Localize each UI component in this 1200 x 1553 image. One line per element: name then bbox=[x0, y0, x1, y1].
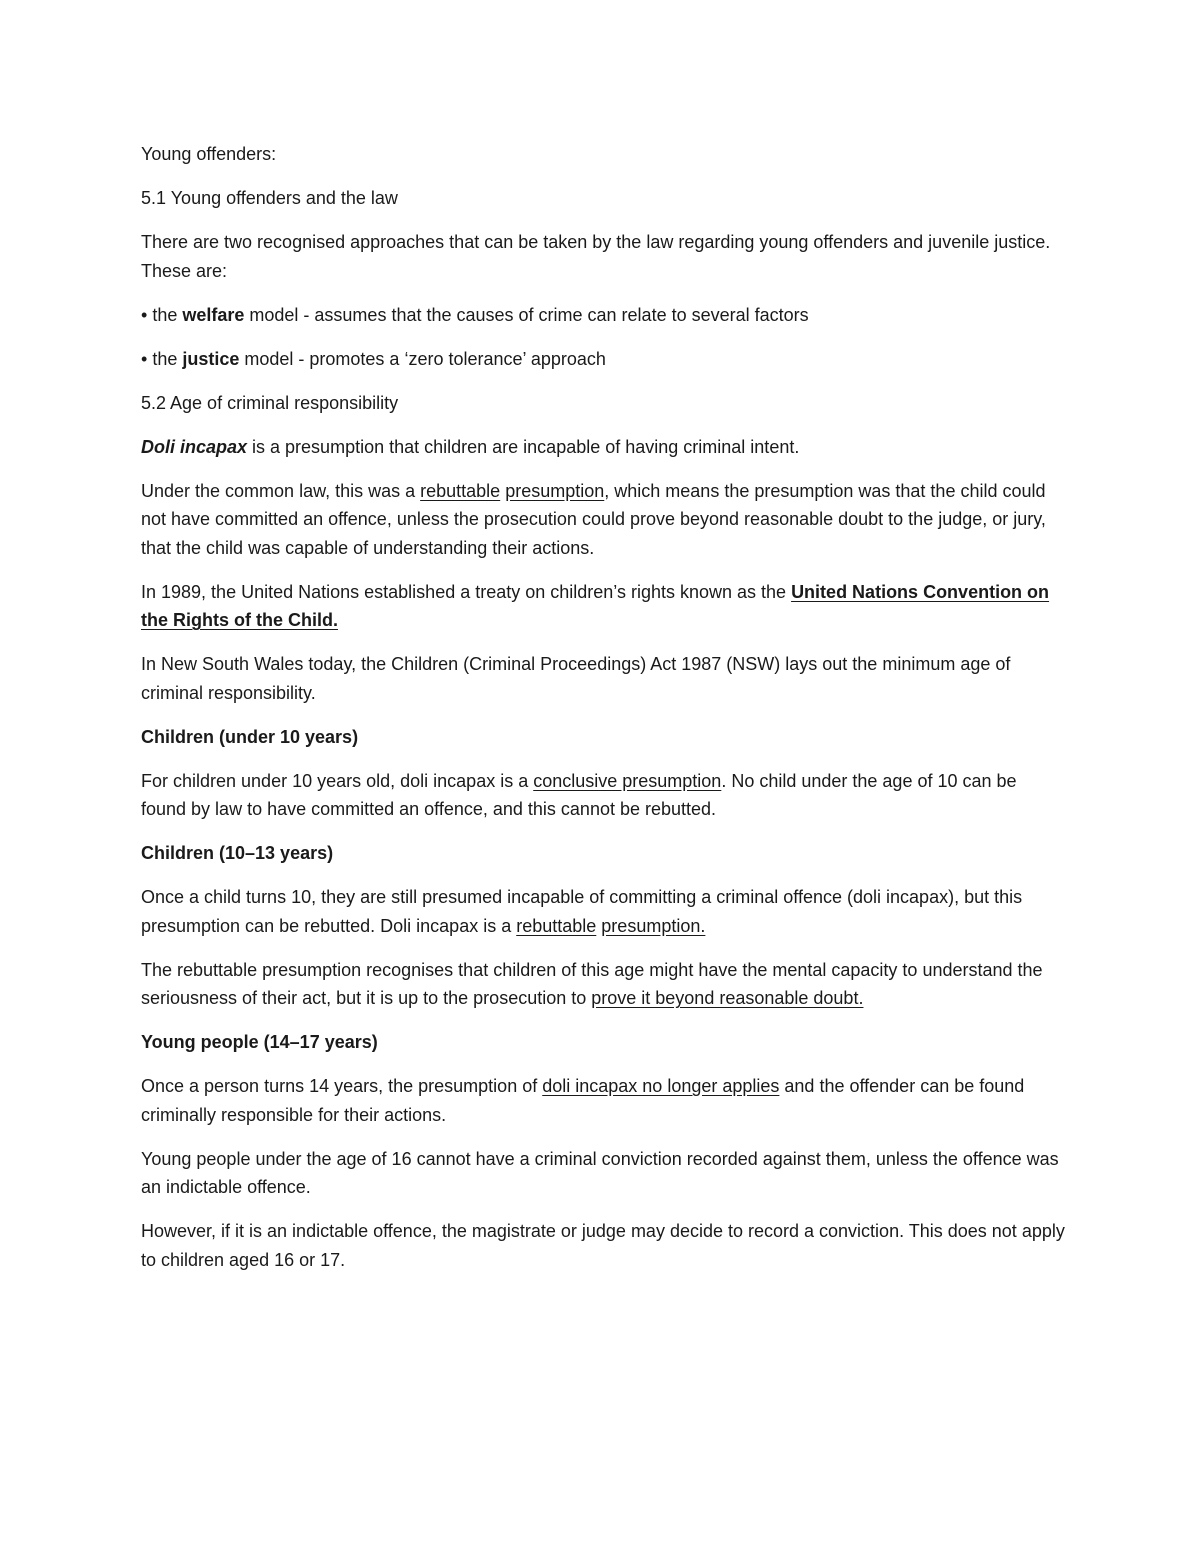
heading-young-people-14-17: Young people (14–17 years) bbox=[141, 1032, 378, 1052]
doli-incapax-no-longer-applies-underlined: doli incapax no longer applies bbox=[542, 1076, 780, 1096]
doli-incapax-paragraph bbox=[141, 433, 1066, 462]
document-page bbox=[141, 140, 1066, 1290]
ten-to-13-paragraph bbox=[141, 883, 1066, 940]
un-text-pre: In 1989, the United Nations established a treaty on children’s rights known as the bbox=[141, 581, 792, 602]
bullet-text-pre: the bbox=[147, 304, 183, 325]
conclusive-presumption-underlined: conclusive presumption bbox=[533, 770, 722, 791]
welfare-term: welfare bbox=[182, 304, 245, 325]
rebuttable-text-pre: The rebuttable presumption recognises that children of this age might have the mental capacity to understand the seriousness of their act, but it is up to the prosecution to bbox=[141, 959, 1043, 1008]
bullet-text-post: model - promotes a ‘zero tolerance’ approach bbox=[239, 348, 606, 369]
nsw-act-paragraph: In New South Wales today, the Children (Criminal Proceedings) Act 1987 (NSW) lays out the minimum age of criminal responsibility. bbox=[141, 654, 1011, 703]
however-paragraph: However, if it is an indictable offence, the magistrate or judge may decide to record a conviction. This does not apply to children aged 16 or 17. bbox=[141, 1221, 1065, 1270]
fourteen-text-pre: Once a person turns 14 years, the presumption of bbox=[141, 1076, 543, 1096]
ten-13-text-pre: Once a child turns 10, they are still presumed incapable of committing a criminal offence (doli incapax), but this presumption can be rebutted. Doli incapax is a bbox=[141, 887, 1023, 936]
fourteen-paragraph bbox=[141, 1072, 1066, 1129]
bullet-icon: • bbox=[141, 304, 148, 325]
un-convention-link[interactable]: United Nations Convention on the Rights of the Child. bbox=[141, 581, 1050, 630]
under-10-paragraph bbox=[141, 767, 1066, 824]
under-10-text-pre: For children under 10 years old, doli incapax is a bbox=[141, 770, 534, 791]
rebuttable-underlined: rebuttable bbox=[516, 915, 597, 936]
doli-incapax-text: is a presumption that children are incapable of having criminal intent. bbox=[247, 436, 800, 457]
fourteen-text-post: and the offender can be found criminally responsible for their actions. bbox=[141, 1076, 1025, 1125]
common-law-text-post: , which means the presumption was that the child could not have committed an offence, unless the prosecution could prove beyond reasonable doubt to the judge, or jury, that the child was capable of understanding their actions. bbox=[141, 480, 1046, 558]
heading-children-under-10: Children (under 10 years) bbox=[141, 726, 359, 747]
doli-incapax-term: Doli incapax bbox=[141, 436, 248, 457]
common-law-text-pre: Under the common law, this was a bbox=[141, 480, 421, 501]
under-10-text-post: . No child under the age of 10 can be found by law to have committed an offence, and this cannot be rebutted. bbox=[141, 770, 1017, 819]
presumption-underlined: presumption bbox=[505, 480, 605, 501]
intro-paragraph: There are two recognised approaches that can be taken by the law regarding young offenders and juvenile justice. These are: bbox=[141, 232, 1051, 281]
justice-term: justice bbox=[182, 348, 240, 369]
document-title: Young offenders: bbox=[141, 144, 277, 164]
prove-beyond-doubt-underlined: prove it beyond reasonable doubt. bbox=[591, 988, 864, 1008]
rebuttable-underlined: rebuttable bbox=[420, 480, 501, 501]
bullet-icon: • bbox=[141, 348, 148, 369]
common-law-paragraph bbox=[141, 477, 1066, 563]
section-heading-5-1: 5.1 Young offenders and the law bbox=[141, 188, 398, 208]
presumption-underlined: presumption. bbox=[601, 915, 706, 936]
under-16-paragraph: Young people under the age of 16 cannot have a criminal conviction recorded against them, unless the offence was an indictable offence. bbox=[141, 1148, 1059, 1197]
bullet-justice-model bbox=[141, 345, 1066, 374]
bullet-text-post: model - assumes that the causes of crime can relate to several factors bbox=[244, 304, 809, 325]
bullet-welfare-model bbox=[141, 301, 1066, 330]
rebuttable-presumption-paragraph bbox=[141, 956, 1066, 1013]
heading-children-10-13: Children (10–13 years) bbox=[141, 843, 334, 863]
section-heading-5-2: 5.2 Age of criminal responsibility bbox=[141, 392, 399, 413]
un-convention-paragraph bbox=[141, 578, 1066, 635]
bullet-text-pre: the bbox=[147, 348, 183, 369]
